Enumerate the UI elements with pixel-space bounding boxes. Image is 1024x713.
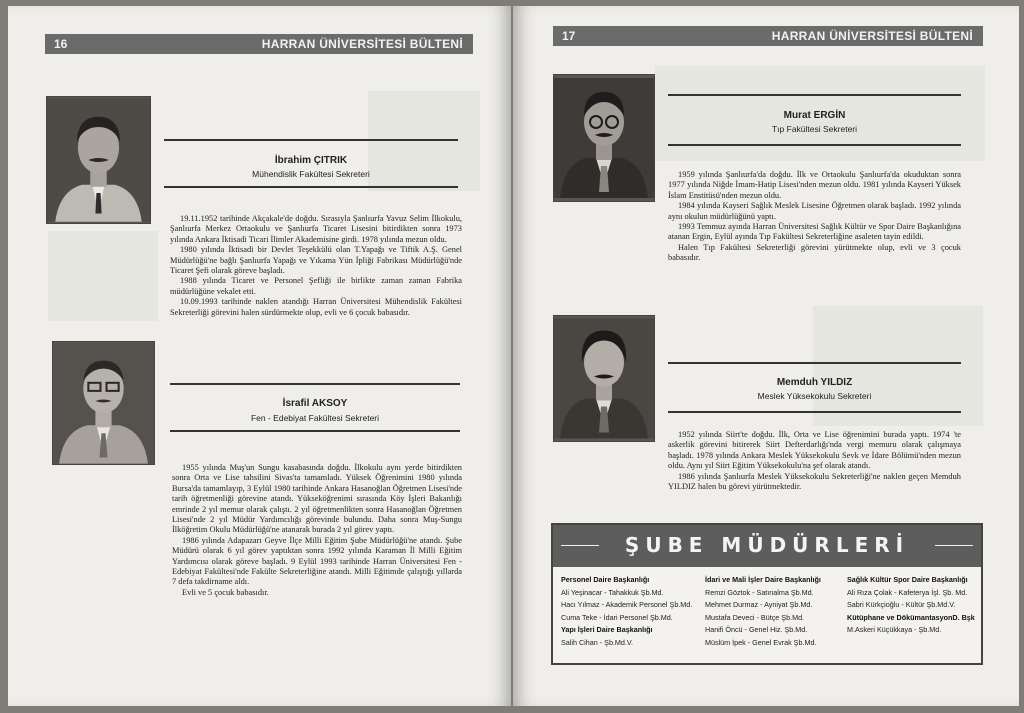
biography-text	[172, 463, 462, 598]
bleed-through-ghost	[813, 306, 983, 426]
manager-entry: Hacı Yılmaz - Akademik Personel Şb.Md.	[561, 600, 693, 609]
portrait-image	[47, 97, 150, 223]
divider-rule	[668, 144, 961, 146]
manager-entry: Remzi Göztok - Satınalma Şb.Md.	[705, 587, 814, 597]
header-title: HARRAN ÜNİVERSİTESİ BÜLTENİ	[771, 29, 973, 43]
bio-paragraph: 1986 yılında Şanlıurfa Meslek Yüksekokulu Sekreterliği'ne naklen geçen Memduh YILDIZ halen bu görevi yürütmektedir.	[668, 471, 961, 492]
branch-managers-title: ŞUBE MÜDÜRLERİ	[624, 533, 910, 557]
person-role: Tıp Fakültesi Sekreteri	[771, 124, 858, 134]
bio-paragraph: 10.09.1993 tarihinde naklen atandığı Harran Üniversitesi Mühendislik Fakültesi Sekreterliği görevini halen sürdürmekte olup, evli ve 6 çocuk babasıdır.	[170, 297, 462, 317]
manager-entry: M.Askeri Küçükkaya - Şb.Md.	[847, 625, 942, 634]
department-heading: Yapı İşleri Daire Başkanlığı	[561, 625, 653, 634]
portrait-photo	[52, 341, 155, 465]
branch-managers-column	[847, 575, 975, 638]
portrait-image	[554, 75, 654, 201]
branch-managers-column	[705, 575, 821, 650]
divider-rule	[170, 383, 460, 385]
portrait-photo	[553, 315, 655, 442]
left-page	[8, 6, 511, 706]
divider-rule	[164, 186, 458, 188]
department-heading: Sağlık Kültür Spor Daire Başkanlığı	[847, 575, 968, 584]
bio-paragraph: Halen Tıp Fakültesi Sekreterliği görevini yürütmekte olup, evli ve 3 çocuk babasıdır.	[668, 242, 961, 263]
bio-paragraph: 1980 yılında İktisadi bir Devlet Teşekkülü olan T.Yapağı ve Tiftik A.Ş. Genel Müdürlüğü'ne bağlı Şanlıurfa Yapağı ve Yıkama Yün İpliği Fabrikası Müdürlüğü'nde Ticaret Şefi olarak göreve başladı.	[170, 245, 462, 276]
bio-paragraph: 1986 yılında Adapazarı Geyve İlçe Milli Eğitim Şube Müdürlüğü'ne atandı. Şube Müdürü olarak 6 yıl görev yaptıktan sonra 1992 yılında Karaman İl Milli Eğitim Yardımcısı olarak göreve başladı. 9 Eylül 1993 tarihinde Harran Üniversitesi Fen - Edebiyat Fakültesi'nde Fakülte Sekreterliğine atandı. Milli Eğitimde çalıştığı yıllarda 7 defa takdirname aldı.	[172, 535, 462, 587]
department-heading: İdari ve Mali İşler Daire Başkanlığı	[705, 575, 821, 584]
manager-entry: Ali Rıza Çolak - Kafeterya İşl. Şb. Md.	[847, 587, 968, 597]
divider-rule	[668, 94, 961, 96]
header-title: HARRAN ÜNİVERSİTESİ BÜLTENİ	[261, 37, 463, 51]
person-name: Murat ERGİN	[783, 110, 846, 121]
bio-paragraph: 1988 yılında Ticaret ve Personel Şefliği ile birlikte zaman zaman Fabrika müdürlüğüne vekalet etti.	[170, 276, 462, 296]
bio-paragraph: 19.11.1952 tarihinde Akçakale'de doğdu. Sırasıyla Şanlıurfa Yavuz Selim İlkokulu, Şanlıurfa Merkez Ortaokulu ve Şanlıurfa Ticaret Lisesini bitirdikten sonra 1973 yılında Ankara İktisadi Ticari İlimler Akademisine girdi. 1978 yılında mezun oldu.	[170, 214, 462, 244]
biography-text	[668, 170, 961, 264]
person-name: Memduh YILDIZ	[776, 377, 853, 388]
page-number: 17	[562, 29, 576, 43]
person-role: Fen - Edebiyat Fakültesi Sekreteri	[250, 413, 380, 423]
right-page	[513, 6, 1019, 706]
branch-managers-column	[561, 575, 692, 650]
biography-text	[668, 430, 961, 492]
department-heading: Personel Daire Başkanlığı	[561, 575, 650, 584]
page-header	[553, 26, 983, 46]
person-name: İsrafil AKSOY	[282, 398, 348, 409]
department-heading: Kütüphane ve DökümantasyonD. Bşk	[847, 612, 975, 622]
page-number: 16	[54, 37, 68, 51]
portrait-image	[554, 316, 654, 441]
bleed-through-ghost	[48, 231, 158, 321]
manager-entry: Cuma Teke - İdari Personel Şb.Md.	[561, 612, 673, 622]
person-role: Meslek Yüksekokulu Sekreteri	[757, 391, 872, 401]
portrait-photo	[46, 96, 151, 224]
bio-paragraph: 1993 Temmuz ayında Harran Üniversitesi Sağlık Kültür ve Spor Daire Başkanlığına atanan Ergin, Eylül ayında Tıp Fakültesi Sekreterliğine asaleten tayin edildi.	[668, 222, 961, 242]
manager-entry: Mustafa Deveci - Bütçe Şb.Md.	[705, 612, 805, 622]
divider-rule	[170, 430, 460, 432]
divider-rule	[668, 362, 961, 364]
divider-rule	[164, 139, 458, 141]
manager-entry: Sabri Kürkçioğlu - Kültür Şb.Md.V.	[847, 600, 956, 609]
branch-managers-box	[551, 523, 983, 665]
portrait-photo	[553, 74, 655, 202]
person-role: Mühendislik Fakültesi Sekreteri	[252, 169, 370, 179]
divider-rule	[668, 411, 961, 413]
bio-paragraph: Evli ve 5 çocuk babasıdır.	[182, 587, 269, 597]
bio-paragraph: 1959 yılında Şanlıurfa'da doğdu. İlk ve Ortaokulu Şanlıurfa'da okuduktan sonra 1977 yılında Niğde İmam-Hatip Lisesi'nden mezun oldu. 1981 yılında Kayseri Yüksek İslam Enstitüsü'nden mezun oldu.	[668, 170, 961, 200]
manager-entry: Salih Cihan - Şb.Md.V.	[561, 637, 634, 647]
page-header	[45, 34, 473, 54]
branch-managers-title-bar	[553, 525, 981, 567]
bio-paragraph: 1984 yılında Kayseri Sağlık Meslek Lisesine Öğretmen olarak başladı. 1992 yılında aynı okulun müdürlüğünü yaptı.	[668, 201, 961, 221]
manager-entry: Ali Yeşinacar - Tahakkuk Şb.Md.	[561, 587, 664, 597]
biography-text	[170, 214, 462, 318]
manager-entry: Hanifi Öncü - Genel Hiz. Şb.Md.	[705, 625, 808, 634]
person-name: İbrahim ÇITRIK	[274, 155, 348, 166]
manager-entry: Müslüm İpek - Genel Evrak Şb.Md.	[705, 637, 817, 647]
bio-paragraph: 1952 yılında Siirt'te doğdu. İlk, Orta ve Lise öğrenimini burada yaptı. 1974 'te askerlik görevini bitirerek Siirt Defterdarlığı'nda vergi memuru olarak çalışmaya başladı. 1978 yılında Ankara Meslek Yüksekokulu Sevk ve İdare Bölümü'nden mezun oldu. Aynı yıl Siirt Eğitim Yüksekokulu'na şef olarak atandı.	[668, 430, 961, 471]
bio-paragraph: 1955 yılında Muş'un Sungu kasabasında doğdu. İlkokulu aynı yerde bitirdikten sonra Orta ve Lise tahsilini Sivas'ta tamamladı. Yüksek Öğrenimini 1980 yılında Bursa'da tamamlayıp, 3 Eylül 1980 tarihinde Ankara Hasanoğlan Öğretmen Lisesi'nde tarih öğretmenliği görevine atandı. Yükseköğrenimi sırasında Köy İşleri Bakanlığı emrinde 2 yıl memur olarak çalıştı. 2 yıl öğretmenlikten sonra Hasanoğlan Öğretmen Lisesi'nde 2 yıl Müdür Yardımcılığı görevinde bulundu. Daha sonra Muş-Sungu İlköğretim Okulu Müdürlüğü'ne atanarak burada 2 yıl görev yaptı.	[172, 463, 462, 535]
manager-entry: Mehmet Durmaz - Ayniyat Şb.Md.	[705, 600, 813, 609]
portrait-image	[53, 342, 154, 464]
